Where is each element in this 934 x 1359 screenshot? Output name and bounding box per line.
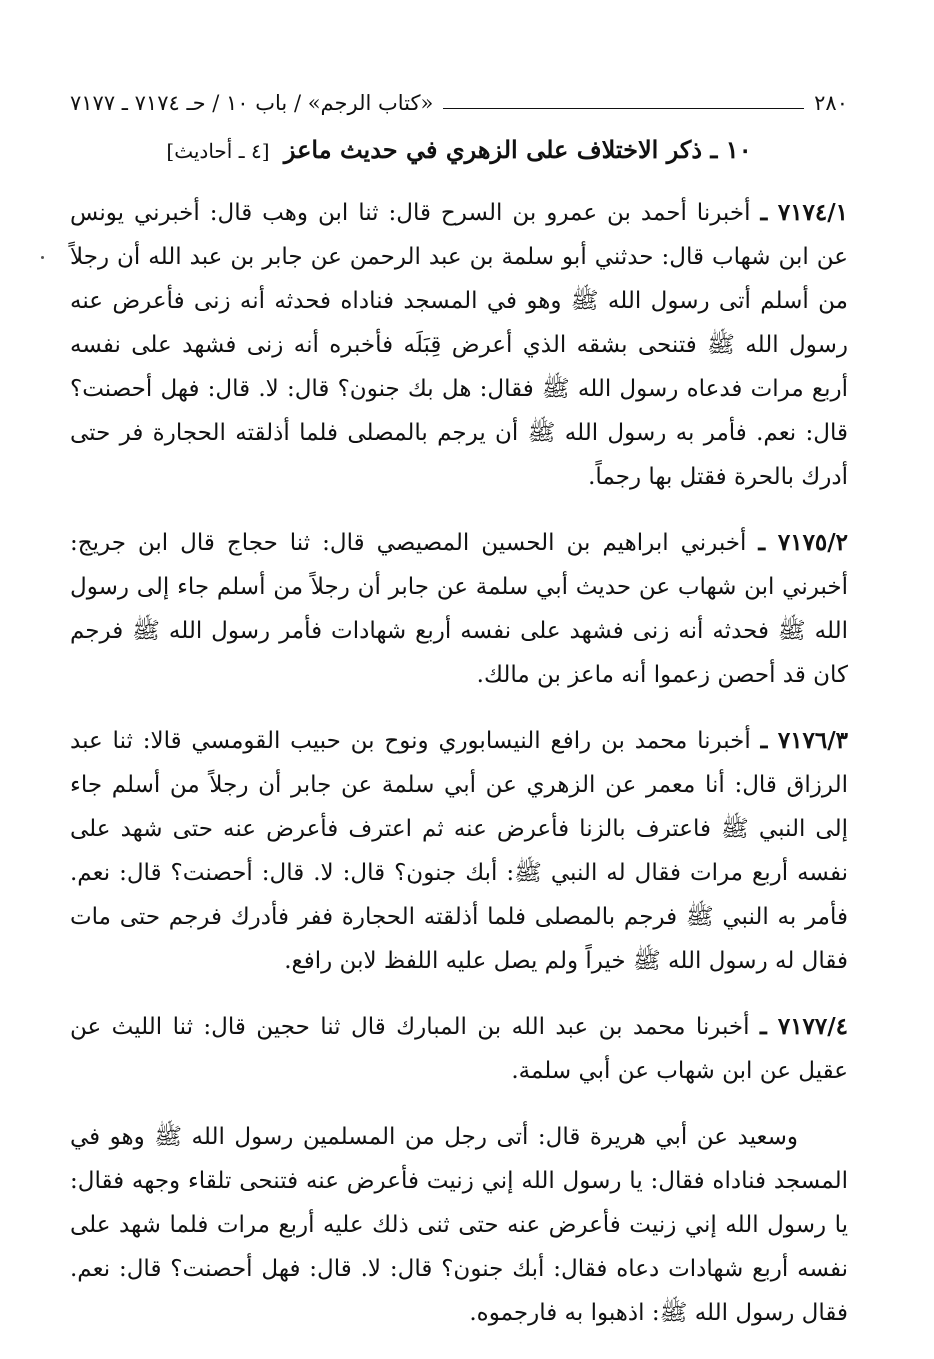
hadith-text: أخبرنا محمد بن رافع النيسابوري ونوح بن حبيب القومسي قالا: ثنا عبد الرزاق قال: أنا معمر عن الزهري عن أبي سلمة عن جابر أن رجلاً من أسلم جاء إلى النبي ﷺ فاعترف بالزنا فأعرض عنه ثم اعترف فأعرض عنه حتى شهد على نفسه أربع مرات فقال له النبي ﷺ: أبك جنون؟ قال: لا. قال: أحصنت؟ قال: نعم. فأمر به النبي ﷺ فرجم بالمصلى فلما أذلقته الحجارة ففر فأدرك فرجم حتى مات فقال له رسول الله ﷺ خيراً ولم يصل عليه اللفظ لابن رافع.: [70, 728, 848, 975]
hadith-paragraph: [70, 191, 848, 499]
hadith-paragraph: [70, 719, 848, 983]
hadith-count: [٤ ـ أحاديث]: [166, 139, 270, 163]
hadith-paragraph: [70, 521, 848, 697]
hadith-number: ٧١٧٥/٢ ـ: [758, 529, 849, 557]
stray-ink-mark: [41, 256, 44, 259]
hadith-paragraph: [70, 1005, 848, 1093]
hadith-number: ٧١٧٦/٣ ـ: [760, 727, 849, 755]
hadith-number: ٧١٧٤/١ ـ: [760, 199, 849, 227]
running-head: [70, 78, 848, 114]
section-heading: [70, 134, 848, 165]
page-number: ٢٨٠: [814, 91, 848, 115]
running-title: «كتاب الرجم» / باب ١٠ / حـ ٧١٧٤ ـ ٧١٧٧: [70, 91, 434, 115]
hadith-text: أخبرني ابراهيم بن الحسين المصيصي قال: ثنا حجاج قال ابن جريج: أخبرني ابن شهاب عن حديث أبي سلمة عن جابر أن رجلاً من أسلم جاء إلى رسول الله ﷺ فحدثه أنه زنى فشهد على نفسه أربع شهادات فأمر رسول الله ﷺ فرجم كان قد أحصن زعموا أنه ماعز بن مالك.: [70, 530, 848, 689]
hadith-text: أخبرنا أحمد بن عمرو بن السرح قال: ثنا ابن وهب قال: أخبرني يونس عن ابن شهاب قال: حدثني أبو سلمة بن عبد الرحمن عن جابر بن عبد الله أن رجلاً من أسلم أتى رسول الله ﷺ وهو في المسجد فناداه فحدثه أنه زنى فأعرض عنه رسول الله ﷺ فتنحى بشقه الذي أعرض قِبَلَه فأخبره أنه زنى فشهد على نفسه أربع مرات فدعاه رسول الله ﷺ فقال: هل بك جنون؟ قال: لا. قال: فهل أحصنت؟ قال: نعم. فأمر به رسول الله ﷺ أن يرجم بالمصلى فلما أذلقته الحجارة فر حتى أدرك بالحرة فقتل بها رجماً.: [70, 200, 848, 491]
hadith-text: أخبرنا محمد بن عبد الله بن المبارك قال ثنا حجين قال: ثنا الليث عن عقيل عن ابن شهاب عن أبي سلمة.: [70, 1014, 848, 1085]
hadith-continuation: وسعيد عن أبي هريرة قال: أتى رجل من المسلمين رسول الله ﷺ وهو في المسجد فناداه فقال: يا رسول الله إني زنيت فأعرض عنه فتنحى تلقاء وجهه فقال: يا رسول الله إني زنيت فأعرض عنه حتى ثنى ذلك عليه أربع مرات فلما شهد على نفسه أربع شهادات دعاه فقال: أبك جنون؟ قال: لا. قال: فهل أحصنت؟ قال: نعم. فقال رسول الله ﷺ: اذهبوا به فارجموه.: [70, 1124, 848, 1327]
book-page: [70, 78, 848, 1357]
header-rule: [443, 108, 804, 109]
section-title: ١٠ ـ ذكر الاختلاف على الزهري في حديث ماعز: [283, 135, 752, 164]
hadith-number: ٧١٧٧/٤ ـ: [759, 1013, 849, 1041]
